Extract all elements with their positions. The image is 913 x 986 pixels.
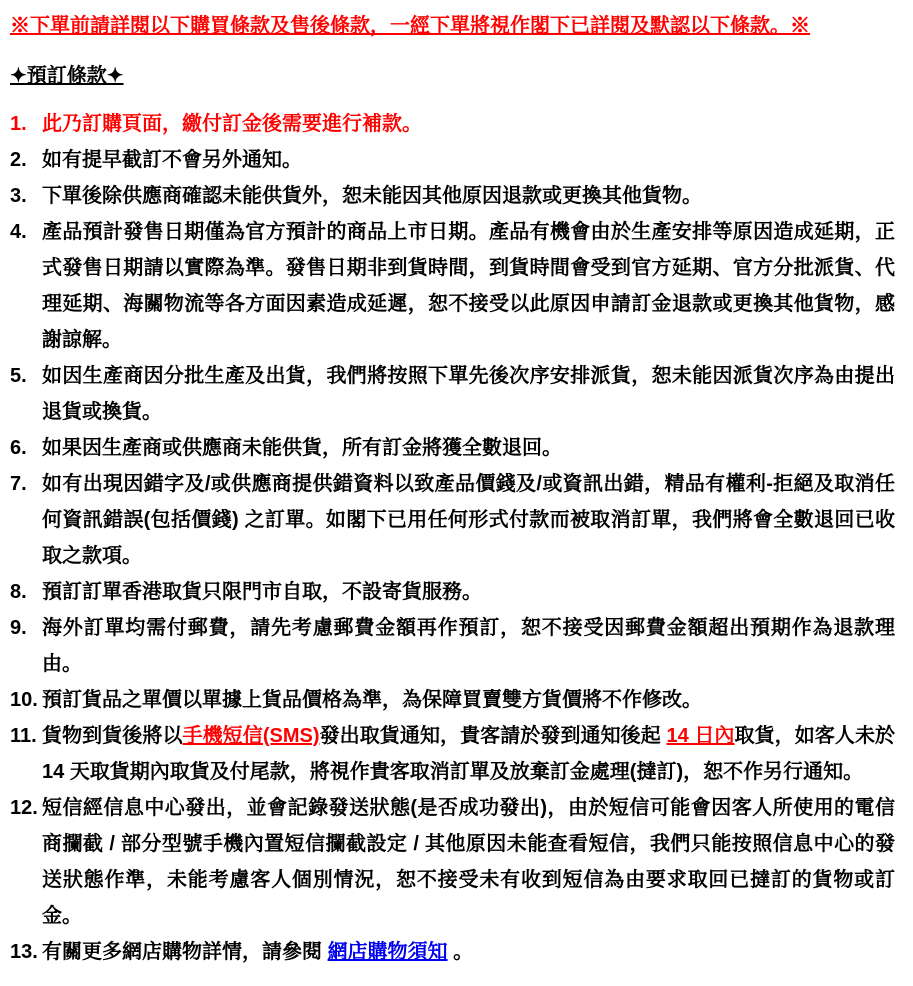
term-item [10,790,895,934]
term-text [42,574,895,610]
term-segment: 預訂貨品之單價以單據上貨品價格為準，為保障買賣雙方貨價將不作修改。 [42,689,702,711]
term-number: 5. [10,365,27,387]
term-item [10,214,895,358]
term-item [10,682,895,718]
term-text [42,790,895,934]
term-number: 8. [10,581,27,603]
term-text [42,682,895,718]
term-text [42,430,895,466]
term-item [10,934,895,970]
term-number: 10. [10,689,38,711]
term-segment: 如有出現因錯字及/或供應商提供錯資料以致產品價錢及/或資訊出錯，精品有權利-拒絕及取消任何資訊錯誤(包括價錢) 之訂單。如閣下已用任何形式付款而被取消訂單，我們將會全數退回已收取之款項。 [42,473,895,567]
term-item [10,466,895,574]
term-text [42,718,895,790]
term-text [42,466,895,574]
term-text [42,934,895,970]
term-number: 4. [10,221,27,243]
term-number: 9. [10,617,27,639]
term-segment: 發出取貨通知，貴客請於發到通知後起 [319,725,667,747]
term-text [42,358,895,430]
term-item [10,574,895,610]
term-text [42,106,895,142]
section-title-preorder-terms: ✦預訂條款✦ [10,65,124,87]
term-item [10,358,895,430]
term-segment: 如果因生產商或供應商未能供貨，所有訂金將獲全數退回。 [42,437,562,459]
term-segment: 此乃訂購頁面，繳付訂金後需要進行補款。 [42,113,422,135]
purchase-notice-header: ※下單前請詳閱以下購買條款及售後條款，一經下單將視作閣下已詳閱及默認以下條款。※ [10,15,810,37]
term-item [10,142,895,178]
term-segment: 預訂訂單香港取貨只限門市自取，不設寄貨服務。 [42,581,482,603]
term-number: 7. [10,473,27,495]
term-item [10,610,895,682]
term-number: 3. [10,185,27,207]
term-segment: 海外訂單均需付郵費，請先考慮郵費金額再作預訂，恕不接受因郵費金額超出預期作為退款理由。 [42,617,895,675]
term-text [42,610,895,682]
term-number: 12. [10,797,38,819]
term-number: 11. [10,725,37,747]
term-segment: 14 日內 [666,725,735,747]
term-item [10,106,895,142]
term-number: 6. [10,437,27,459]
term-segment: 手機短信(SMS) [182,725,320,747]
term-segment: 取貨，如客人未於 14 天取貨期內取貨及付尾款，將視作貴客取消訂單及放棄訂金處理(撻訂)，恕不作另行通知。 [42,725,896,783]
term-number: 2. [10,149,27,171]
term-segment: 貨物到貨後將以 [42,725,183,747]
term-segment: 下單後除供應商確認未能供貨外，恕未能因其他原因退款或更換其他貨物。 [42,185,702,207]
term-segment: 產品預計發售日期僅為官方預計的商品上市日期。產品有機會由於生產安排等原因造成延期，正式發售日期請以實際為準。發售日期非到貨時間，到貨時間會受到官方延期、官方分批派貨、代理延期、海關物流等各方面因素造成延遲，恕不接受以此原因申請訂金退款或更換其他貨物，感謝諒解。 [42,221,895,351]
term-item [10,178,895,214]
term-segment: 有關更多網店購物詳情，請參閱 [42,941,328,963]
term-text [42,178,895,214]
terms-list [10,106,895,970]
term-text [42,142,895,178]
term-item [10,718,895,790]
term-segment: 短信經信息中心發出，並會記錄發送狀態(是否成功發出)，由於短信可能會因客人所使用的電信商攔截 / 部分型號手機內置短信攔截設定 / 其他原因未能查看短信，我們只能按照信息中心的發送狀態作準，未能考慮客人個別情況，恕不接受未有收到短信為由要求取回已撻訂的貨物或訂金。 [42,797,895,927]
term-number: 1. [10,113,27,135]
term-number: 13. [10,941,38,963]
term-text [42,214,895,358]
term-item [10,430,895,466]
shop-guide-link[interactable]: 網店購物須知 [327,941,448,963]
term-segment: 如有提早截訂不會另外通知。 [42,149,302,171]
term-segment: 。 [447,941,474,963]
term-segment: 如因生產商因分批生產及出貨，我們將按照下單先後次序安排派貨，恕未能因派貨次序為由提出退貨或換貨。 [42,365,895,423]
